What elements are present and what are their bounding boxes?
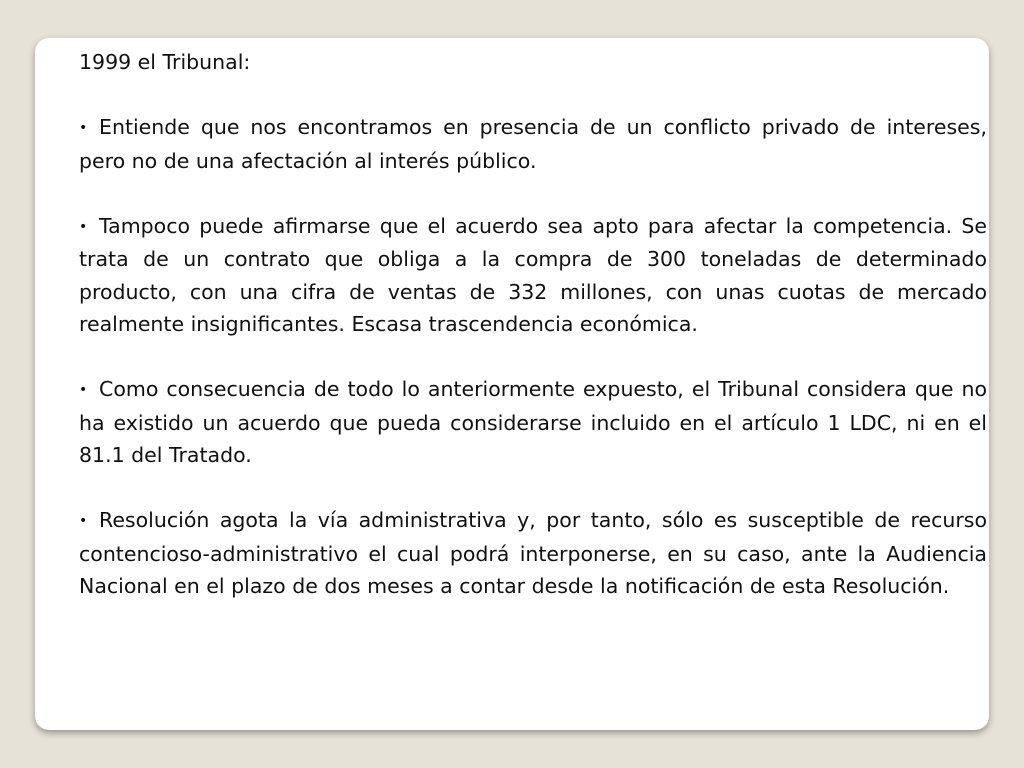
bullet-text: Como consecuencia de todo lo anteriormente expuesto, el Tribunal considera que no ha existido un acuerdo que pueda considerarse incluido en el artículo 1 LDC, ni en el 81.1 del Tratado.: [79, 377, 987, 467]
bullet-marker: •: [79, 513, 88, 529]
bullet-marker: •: [79, 382, 88, 398]
bullet-marker: •: [79, 218, 88, 235]
bullet-paragraph: [79, 373, 987, 472]
slide-card: [35, 38, 989, 730]
bullet-text: Entiende que nos encontramos en presencia de un conflicto privado de intereses, pero no de una afectación al interés público.: [79, 115, 987, 173]
bullet-marker: •: [79, 120, 88, 136]
bullet-paragraph: [79, 210, 987, 341]
bullet-text: Resolución agota la vía administrativa y, por tanto, sólo es susceptible de recurso contencioso-administrativo el cual podrá interponerse, en su caso, ante la Audiencia Nacional en el plazo de dos meses a contar desde la notificación de esta Resolución.: [79, 508, 987, 598]
slide-heading: 1999 el Tribunal:: [79, 50, 251, 74]
bullet-text: Tampoco puede afirmarse que el acuerdo sea apto para afectar la competencia. Se trata de un contrato que obliga a la compra de 300 toneladas de determinado producto, con una cifra de ventas de 332 millones, con unas cuotas de mercado realmente insignificantes. Escasa trascendencia económica.: [79, 213, 987, 336]
slide-content: [79, 46, 987, 603]
bullet-paragraph: [79, 504, 987, 603]
bullet-paragraph: [79, 111, 987, 177]
